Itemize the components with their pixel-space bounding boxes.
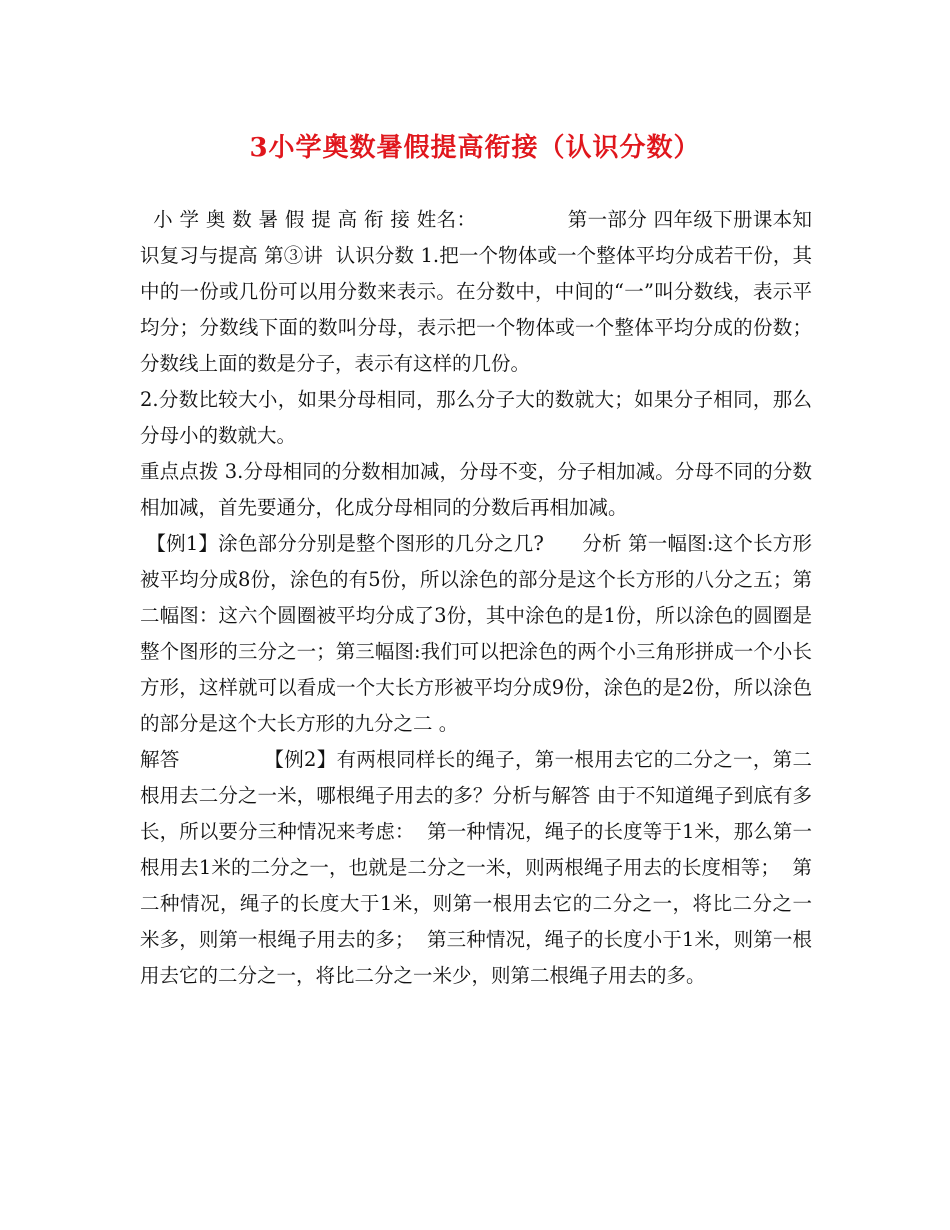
paragraph-intro: 小 学 奥 数 暑 假 提 高 衔 接 姓名： 第一部分 四年级下册课本知识复习与提高 第③讲 认识分数 1.把一个物体或一个整体平均分成若干份，其中的一份或几份可以用分数来表示。在分数中，中间的“一”叫分数线，表示平均分；分数线下面的数叫分母，表示把一个物体或一个整体平均分成的份数；分数线上面的数是分子，表示有这样的几份。 — [140, 208, 812, 375]
paragraph-key-points: 重点点拨 3.分母相同的分数相加减，分母不变，分子相加减。分母不同的分数相加减，首先要通分，化成分母相同的分数后再相加减。 — [140, 460, 812, 519]
paragraph-example-2: 解答 【例2】有两根同样长的绳子，第一根用去它的二分之一，第二根用去二分之一米，哪根绳子用去的多？分析与解答 由于不知道绳子到底有多长，所以要分三种情况来考虑： 第一种情况，绳子的长度等于1米，那么第一根用去1米的二分之一，也就是二分之一米，则两根绳子用去的长度相等； 第二种情况，绳子的长度大于1米，则第一根用去它的二分之一，将比二分之一米多，则第一根绳子用去的多； 第三种情况，绳子的长度小于1米，则第一根用去它的二分之一，将比二分之一米少，则第二根绳子用去的多。 — [140, 748, 812, 987]
paragraph-example-1: 【例1】涂色部分分别是整个图形的几分之几? 分析 第一幅图:这个长方形被平均分成8份，涂色的有5份，所以涂色的部分是这个长方形的八分之五；第二幅图：这六个圆圈被平均分成了3份，其中涂色的是1份，所以涂色的圆圈是整个图形的三分之一；第三幅图:我们可以把涂色的两个小三角形拼成一个小长方形，这样就可以看成一个大长方形被平均分成9份，涂色的是2份，所以涂色的部分是这个大长方形的九分之二 。 — [140, 532, 812, 735]
document-title: 3小学奥数暑假提高衔接（认识分数） — [249, 133, 701, 163]
document-body — [140, 202, 812, 994]
paragraph-comparison: 2.分数比较大小，如果分母相同，那么分子大的数就大；如果分子相同，那么分母小的数就大。 — [140, 388, 812, 447]
